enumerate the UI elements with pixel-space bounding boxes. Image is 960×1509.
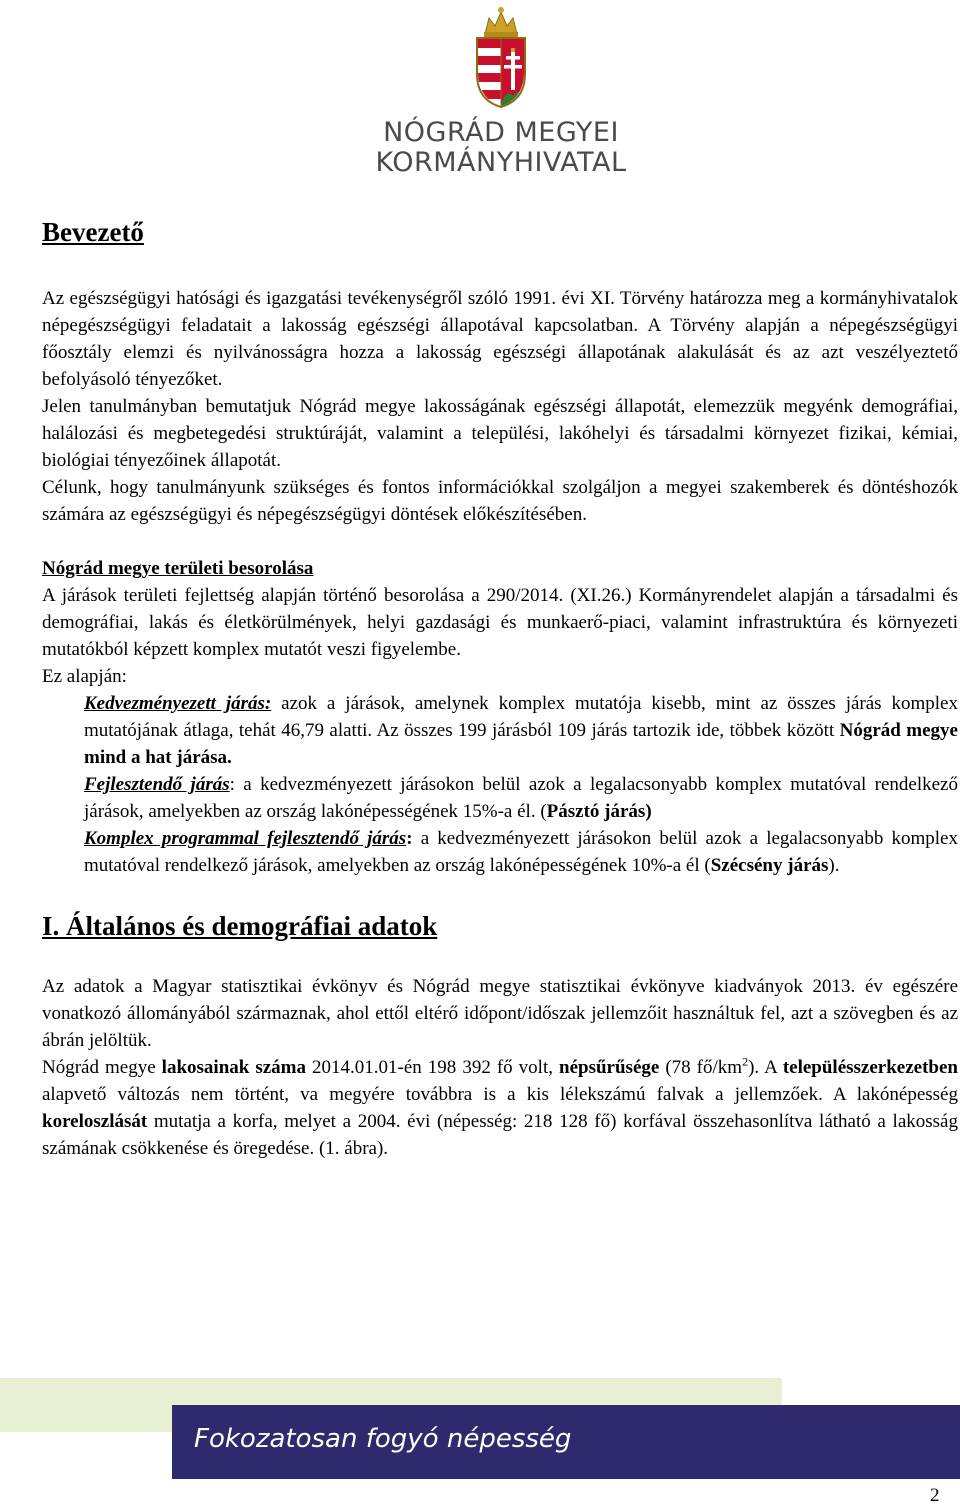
p2-b: lakosainak száma <box>161 1057 306 1078</box>
p2-a: Nógrád megye <box>42 1057 162 1078</box>
item3-colon: : <box>406 828 413 849</box>
item2-term: Fejlesztendő járás <box>84 774 230 795</box>
general-paragraph-2 <box>42 1054 958 1162</box>
item1-bold: Nógrád megye mind a hat járása. <box>84 720 958 768</box>
document-body <box>42 212 958 1162</box>
item3-term: Komplex programmal fejlesztendő járás <box>84 828 407 849</box>
intro-paragraph-2: Jelen tanulmányban bemutatjuk Nógrád megye lakosságának egészségi állapotát, elemezzük megyénk demográfiai, halálozási és megbetegedési struktúráját, valamint a települési, lakóhelyi és társadalmi környezet fizikai, kémiai, biológiai tényezőinek állapotát. <box>42 396 958 471</box>
item1-text: azok a járások, amelynek komplex mutatója kisebb, mint az összes járás komplex mutatójának átlaga, tehát 46,79 alatti. Az összes 199 járásból 109 járás tartozik ide, többek között <box>84 693 958 741</box>
p2-f: ). A <box>748 1057 783 1078</box>
intro-paragraph-3: Célunk, hogy tanulmányunk szükséges és fontos információkkal szolgáljon a megyei szakemberek és döntéshozók számára az egészségügyi és népegészségügyi döntések előkészítésében. <box>42 477 958 525</box>
organization-name-line2: KORMÁNYHIVATAL <box>375 147 627 178</box>
classification-item-komplex <box>84 825 958 879</box>
p2-c: 2014.01.01-én 198 392 fő volt, <box>306 1057 560 1078</box>
organization-name <box>370 118 632 178</box>
item3-text: a kedvezményezett járásokon belül azok a legalacsonyabb komplex mutatóval rendelkező járások, amelyekben az ország lakónépességének 10%-a él ( <box>84 828 958 876</box>
classification-item-fejlesztendo <box>84 771 958 825</box>
p2-g: településszerkezetben <box>782 1057 958 1078</box>
classification-lead: Ez alapján: <box>42 666 127 687</box>
p2-e: (78 fő/km <box>659 1057 743 1078</box>
footer-title: Fokozatosan fogyó népesség <box>194 1424 572 1454</box>
coat-of-arms-icon <box>471 4 531 109</box>
item2-text: : a kedvezményezett járásokon belül azok a legalacsonyabb komplex mutatóval rendelkező járások, amelyekben az ország lakónépességének 15%-a él. ( <box>84 774 958 822</box>
general-paragraph-1: Az adatok a Magyar statisztikai évkönyv és Nógrád megye statisztikai évkönyve kiadványok 2013. év egészére vonatkozó állományából származnak, ahol ettől eltérő időpont/időszak jellemzőit használtuk fel, azt a szövegben és az ábrán jelöltük. <box>42 976 958 1051</box>
p2-d: népsűrűsége <box>559 1057 660 1078</box>
general-heading: I. Általános és demográfiai adatok <box>42 911 438 941</box>
item2-bold: Pásztó járás) <box>546 801 652 822</box>
intro-paragraph-1: Az egészségügyi hatósági és igazgatási tevékenységről szóló 1991. évi XI. Törvény határozza meg a kormányhivatalok népegészségügyi feladatait a lakosság egészségi állapotával kapcsolatban. A Törvény alapján a népegészségügyi főosztály elemzi és nyilvánosságra hozza a lakosság egészségi állapotának alakulását és az azt veszélyeztető befolyásoló tényezőket. <box>42 288 958 390</box>
p2-j: mutatja a korfa, melyet a 2004. évi (népesség: 218 128 fő) korfával összehasonlítva látható a lakosság számának csökkenése és öregedése. (1. ábra). <box>42 1111 958 1159</box>
item3-bold: Szécsény járás <box>710 855 829 876</box>
p2-h: alapvető változás nem történt, va megyére továbbra is a kis lélekszámú falvak a jellemzőek. A lakónépesség <box>42 1084 958 1105</box>
p2-sup: 2 <box>742 1054 749 1069</box>
classification-item-kedvezmenyezett <box>84 690 958 771</box>
item3-end: ). <box>828 855 840 876</box>
item1-term: Kedvezményezett járás: <box>84 693 272 714</box>
classification-heading: Nógrád megye területi besorolása <box>42 558 314 579</box>
classification-paragraph: A járások területi fejlettség alapján történő besorolása a 290/2014. (XI.26.) Kormányrendelet alapján a társadalmi és demográfiai, lakás és életkörülmények, helyi gazdasági és munkaerő-piaci, valamint infrastruktúra és környezeti mutatókból képzett komplex mutatót veszi figyelembe. <box>42 585 958 660</box>
organization-name-line1: NÓGRÁD MEGYEI <box>383 117 619 148</box>
page-header <box>0 0 960 190</box>
p2-i: koreloszlását <box>42 1111 148 1132</box>
page-number: 2 <box>930 1485 940 1506</box>
intro-heading: Bevezető <box>42 217 144 247</box>
